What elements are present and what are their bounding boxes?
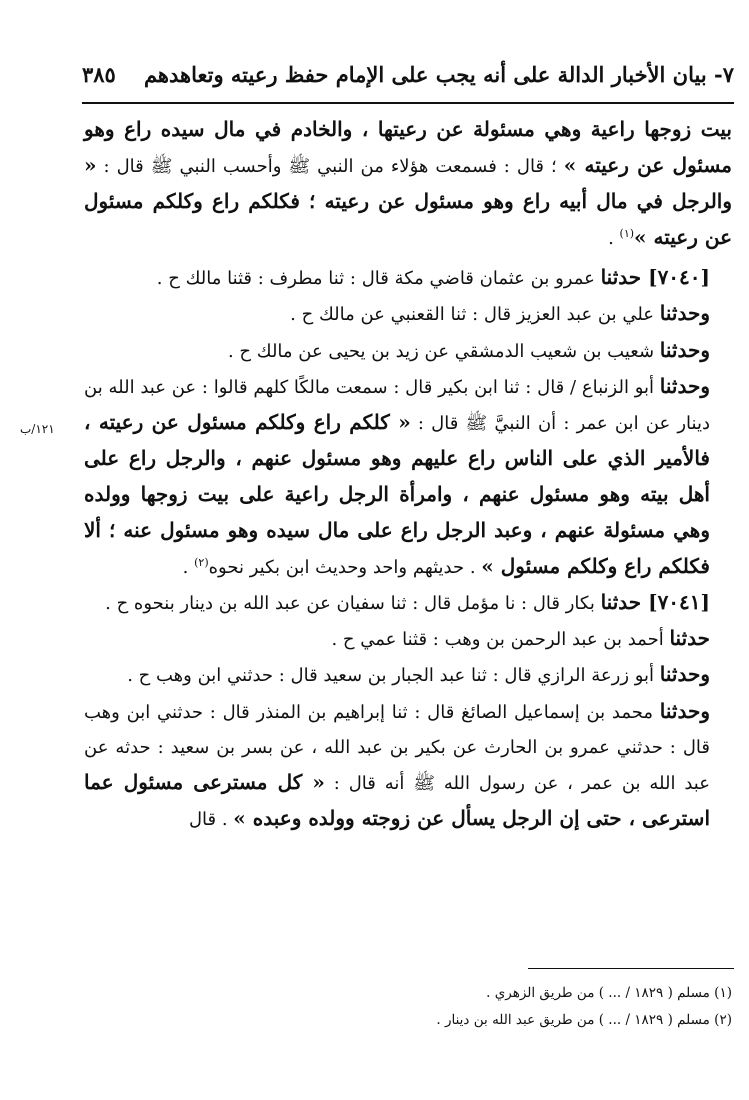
hadith-number: [٧٠٤٠] حدثنا [600,265,710,290]
isnad-lead: وحدثنا [659,337,710,362]
main-text [84,112,732,837]
narration-text: . قال [188,808,234,830]
narration-text: . [608,228,620,250]
paragraph-7 [84,621,732,657]
hadith-text: « كلكم راع وكلكم مسئول عن رعيته ، فالأمير الذي على الناس راع عليهم وهو مسئول عنهم ، والرجل راع على أهل بيته وهو مسئول عنهم ، وامرأة الرجل راعية على بيت زوجها وولده وهي مسئولة عنهم ، وعبد الرجل راع على مال سيده وهو مسئول عنه ؛ ألا فكلكم راع وكلكم مسئول » [84,409,710,579]
hadith-text: « والرجل في مال أبيه راع وهو مسئول عن رعيته ؛ فكلكم راع وكلكم مسئول عن رعيته » [84,153,732,250]
footnote-divider [528,968,734,969]
isnad-text: أبو الزنباع / قال : ثنا ابن بكير قال : سمعت مالكًا كلهم قالوا : عن عبد الله بن دينار عن ابن عمر : أن النبيَّ ﷺ قال : [84,376,711,434]
paragraph-6 [84,585,732,621]
isnad-text: علي بن عبد العزيز قال : ثنا القعنبي عن مالك ح . [290,304,660,326]
isnad-lead: وحدثنا [659,698,710,723]
header-divider [82,102,734,104]
paragraph-3 [84,296,732,332]
page-number: ٣٨٥ [82,62,116,87]
footnote-1: (١) مسلم ( ١٨٢٩ / ... ) من طريق الزهري . [486,985,732,1001]
isnad-text: شعيب بن شعيب الدمشقي عن زيد بن يحيى عن مالك ح . [227,340,660,362]
footnotes [84,980,732,1034]
footnote-ref: (١) [619,227,635,241]
narration-text: . حديثهم واحد وحديث ابن بكير نحوه [208,557,482,579]
isnad-lead: حدثنا [669,626,710,651]
margin-folio-note: ١٢١/ب [20,422,55,436]
hadith-text: بيت زوجها راعية وهي مسئولة عن رعيتها ، والخادم في مال سيده راع وهو مسئول عن رعيته » [84,117,732,178]
isnad-text: أحمد بن عبد الرحمن بن وهب : قثنا عمي ح . [331,629,670,651]
paragraph-5 [84,369,732,586]
isnad-lead: وحدثنا [659,373,710,398]
paragraph-9 [84,694,732,837]
paragraph-1 [84,112,732,256]
running-header [82,60,734,100]
isnad-lead: وحدثنا [659,301,710,326]
hadith-text: « كل مسترعى مسئول عما استرعى ، حتى إن الرجل يسأل عن زوجته وولده وعبده » [84,769,710,830]
isnad-lead: وحدثنا [659,662,710,687]
narration-text: . [182,557,195,579]
isnad-text: أبو زرعة الرازي قال : ثنا عبد الجبار بن سعيد قال : حدثني ابن وهب ح . [127,665,660,687]
isnad-text: محمد بن إسماعيل الصائغ قال : ثنا إبراهيم بن المنذر قال : حدثني ابن وهب قال : حدثني عمرو بن الحارث عن بكير بن عبد الله ، عن بسر بن سعيد : حدثه عن عبد الله بن عمر ، عن رسول الله ﷺ أنه قال : [84,701,710,794]
paragraph-4 [84,333,732,369]
narration-text: ؛ قال : فسمعت هؤلاء من النبي ﷺ وأحسب النبي ﷺ قال : [96,156,564,178]
footnote-2: (٢) مسلم ( ١٨٢٩ / ... ) من طريق عبد الله بن دينار . [436,1012,732,1028]
footnote-ref: (٢) [194,556,209,570]
chapter-title: ٧- بيان الأخبار الدالة على أنه يجب على الإمام حفظ رعيته وتعاهدهم [143,62,734,87]
paragraph-8 [84,657,732,693]
isnad-text: عمرو بن عثمان قاضي مكة قال : ثنا مطرف : قثنا مالك ح . [156,268,601,290]
isnad-text: بكار قال : نا مؤمل قال : ثنا سفيان عن عبد الله بن دينار بنحوه ح . [105,593,601,615]
hadith-number: [٧٠٤١] حدثنا [600,590,710,615]
paragraph-2 [84,260,732,296]
